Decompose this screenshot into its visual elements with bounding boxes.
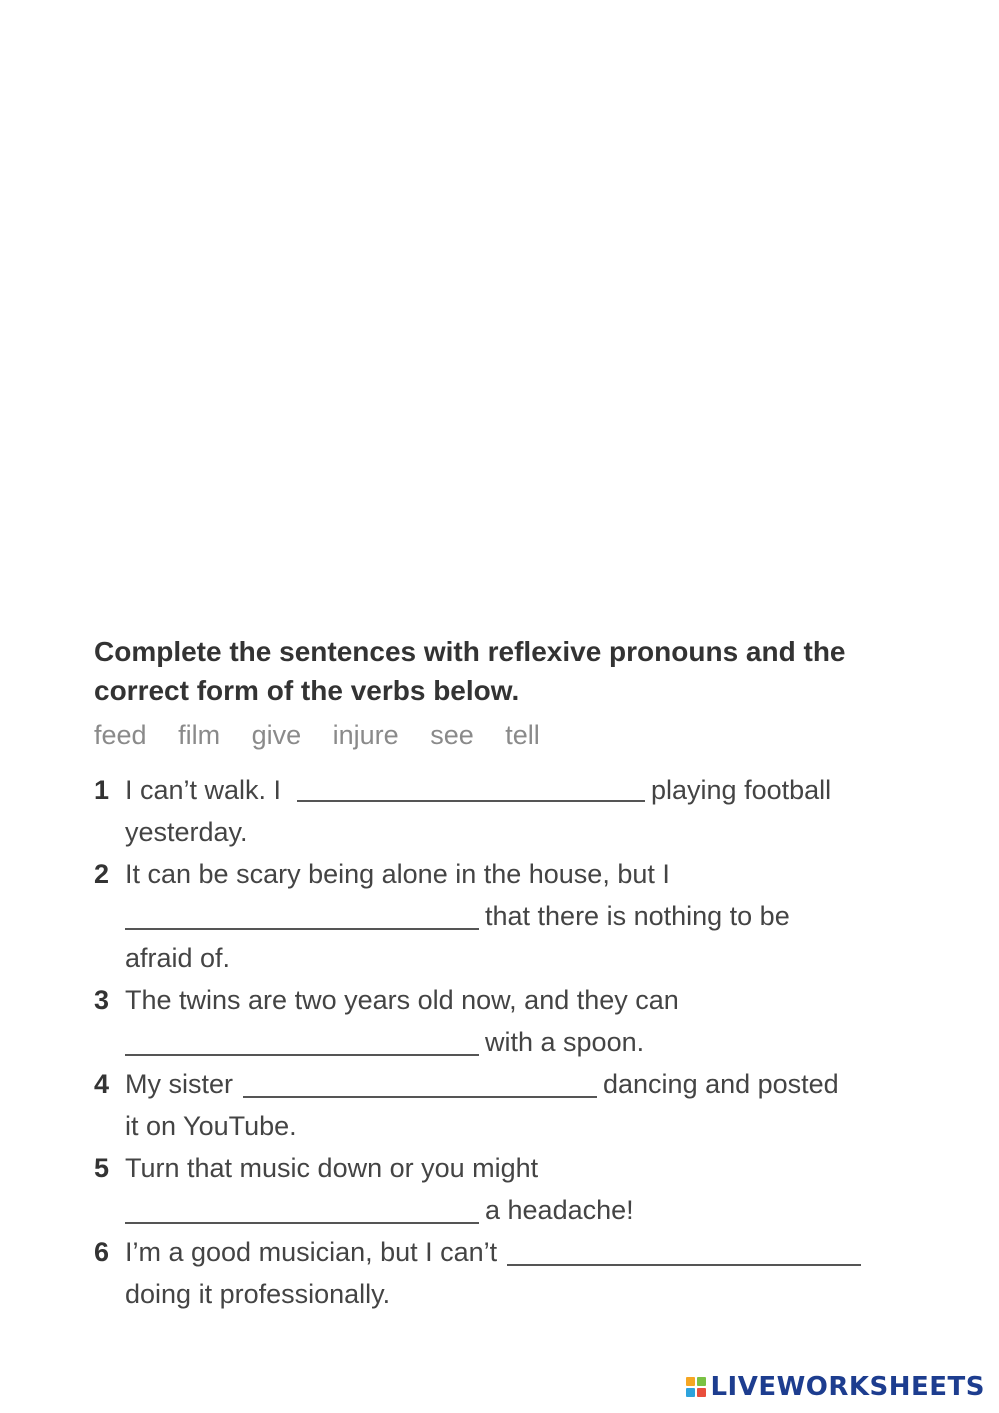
item-number: 4 <box>94 1069 110 1099</box>
item-1-text-b: playing football <box>651 775 832 805</box>
answer-blank-4[interactable] <box>243 1096 597 1098</box>
logo-square <box>686 1388 695 1397</box>
word-bank-item: give <box>251 720 302 750</box>
word-bank-item: see <box>430 720 474 750</box>
instruction-line-1: Complete the sentences with reflexive pronouns and the <box>94 636 846 667</box>
item-number: 2 <box>94 859 110 889</box>
liveworksheets-logo-icon <box>686 1377 706 1397</box>
item-5-text-a: Turn that music down or you might <box>125 1153 539 1183</box>
item-4-text-a: My sister <box>125 1069 233 1099</box>
item-6-text-b: doing it professionally. <box>125 1279 391 1309</box>
item-3-text-a: The twins are two years old now, and they can <box>125 985 679 1015</box>
item-number: 5 <box>94 1153 110 1183</box>
instruction-line-2: correct form of the verbs below. <box>94 675 520 706</box>
item-number: 1 <box>94 775 110 805</box>
answer-blank-5[interactable] <box>125 1222 479 1224</box>
item-3-text-b: with a spoon. <box>485 1027 645 1057</box>
instruction-heading <box>94 632 874 710</box>
item-2-text-b: that there is nothing to be <box>485 901 790 931</box>
logo-text: LIVEWORKSHEETS <box>710 1372 985 1402</box>
word-bank-item: injure <box>332 720 399 750</box>
word-bank-item: film <box>178 720 221 750</box>
item-6-text-a: I’m a good musician, but I can’t <box>125 1237 498 1267</box>
item-number: 3 <box>94 985 110 1015</box>
answer-blank-6[interactable] <box>507 1264 861 1266</box>
word-bank-item: tell <box>505 720 540 750</box>
item-1-text-a: I can’t walk. I <box>125 775 282 805</box>
item-2-text-a: It can be scary being alone in the house, but I <box>125 859 670 889</box>
word-bank <box>94 720 564 751</box>
answer-blank-2[interactable] <box>125 928 479 930</box>
item-4-text-b: dancing and posted <box>603 1069 839 1099</box>
word-bank-item: feed <box>94 720 147 750</box>
item-1-text-c: yesterday. <box>125 817 248 847</box>
item-number: 6 <box>94 1237 110 1267</box>
item-4-text-c: it on YouTube. <box>125 1111 297 1141</box>
logo-square <box>697 1377 706 1386</box>
answer-blank-3[interactable] <box>125 1054 479 1056</box>
item-2-text-c: afraid of. <box>125 943 231 973</box>
logo-square <box>697 1388 706 1397</box>
answer-blank-1[interactable] <box>297 800 645 802</box>
item-5-text-b: a headache! <box>485 1195 634 1225</box>
liveworksheets-logo[interactable] <box>686 1372 985 1402</box>
logo-square <box>686 1377 695 1386</box>
